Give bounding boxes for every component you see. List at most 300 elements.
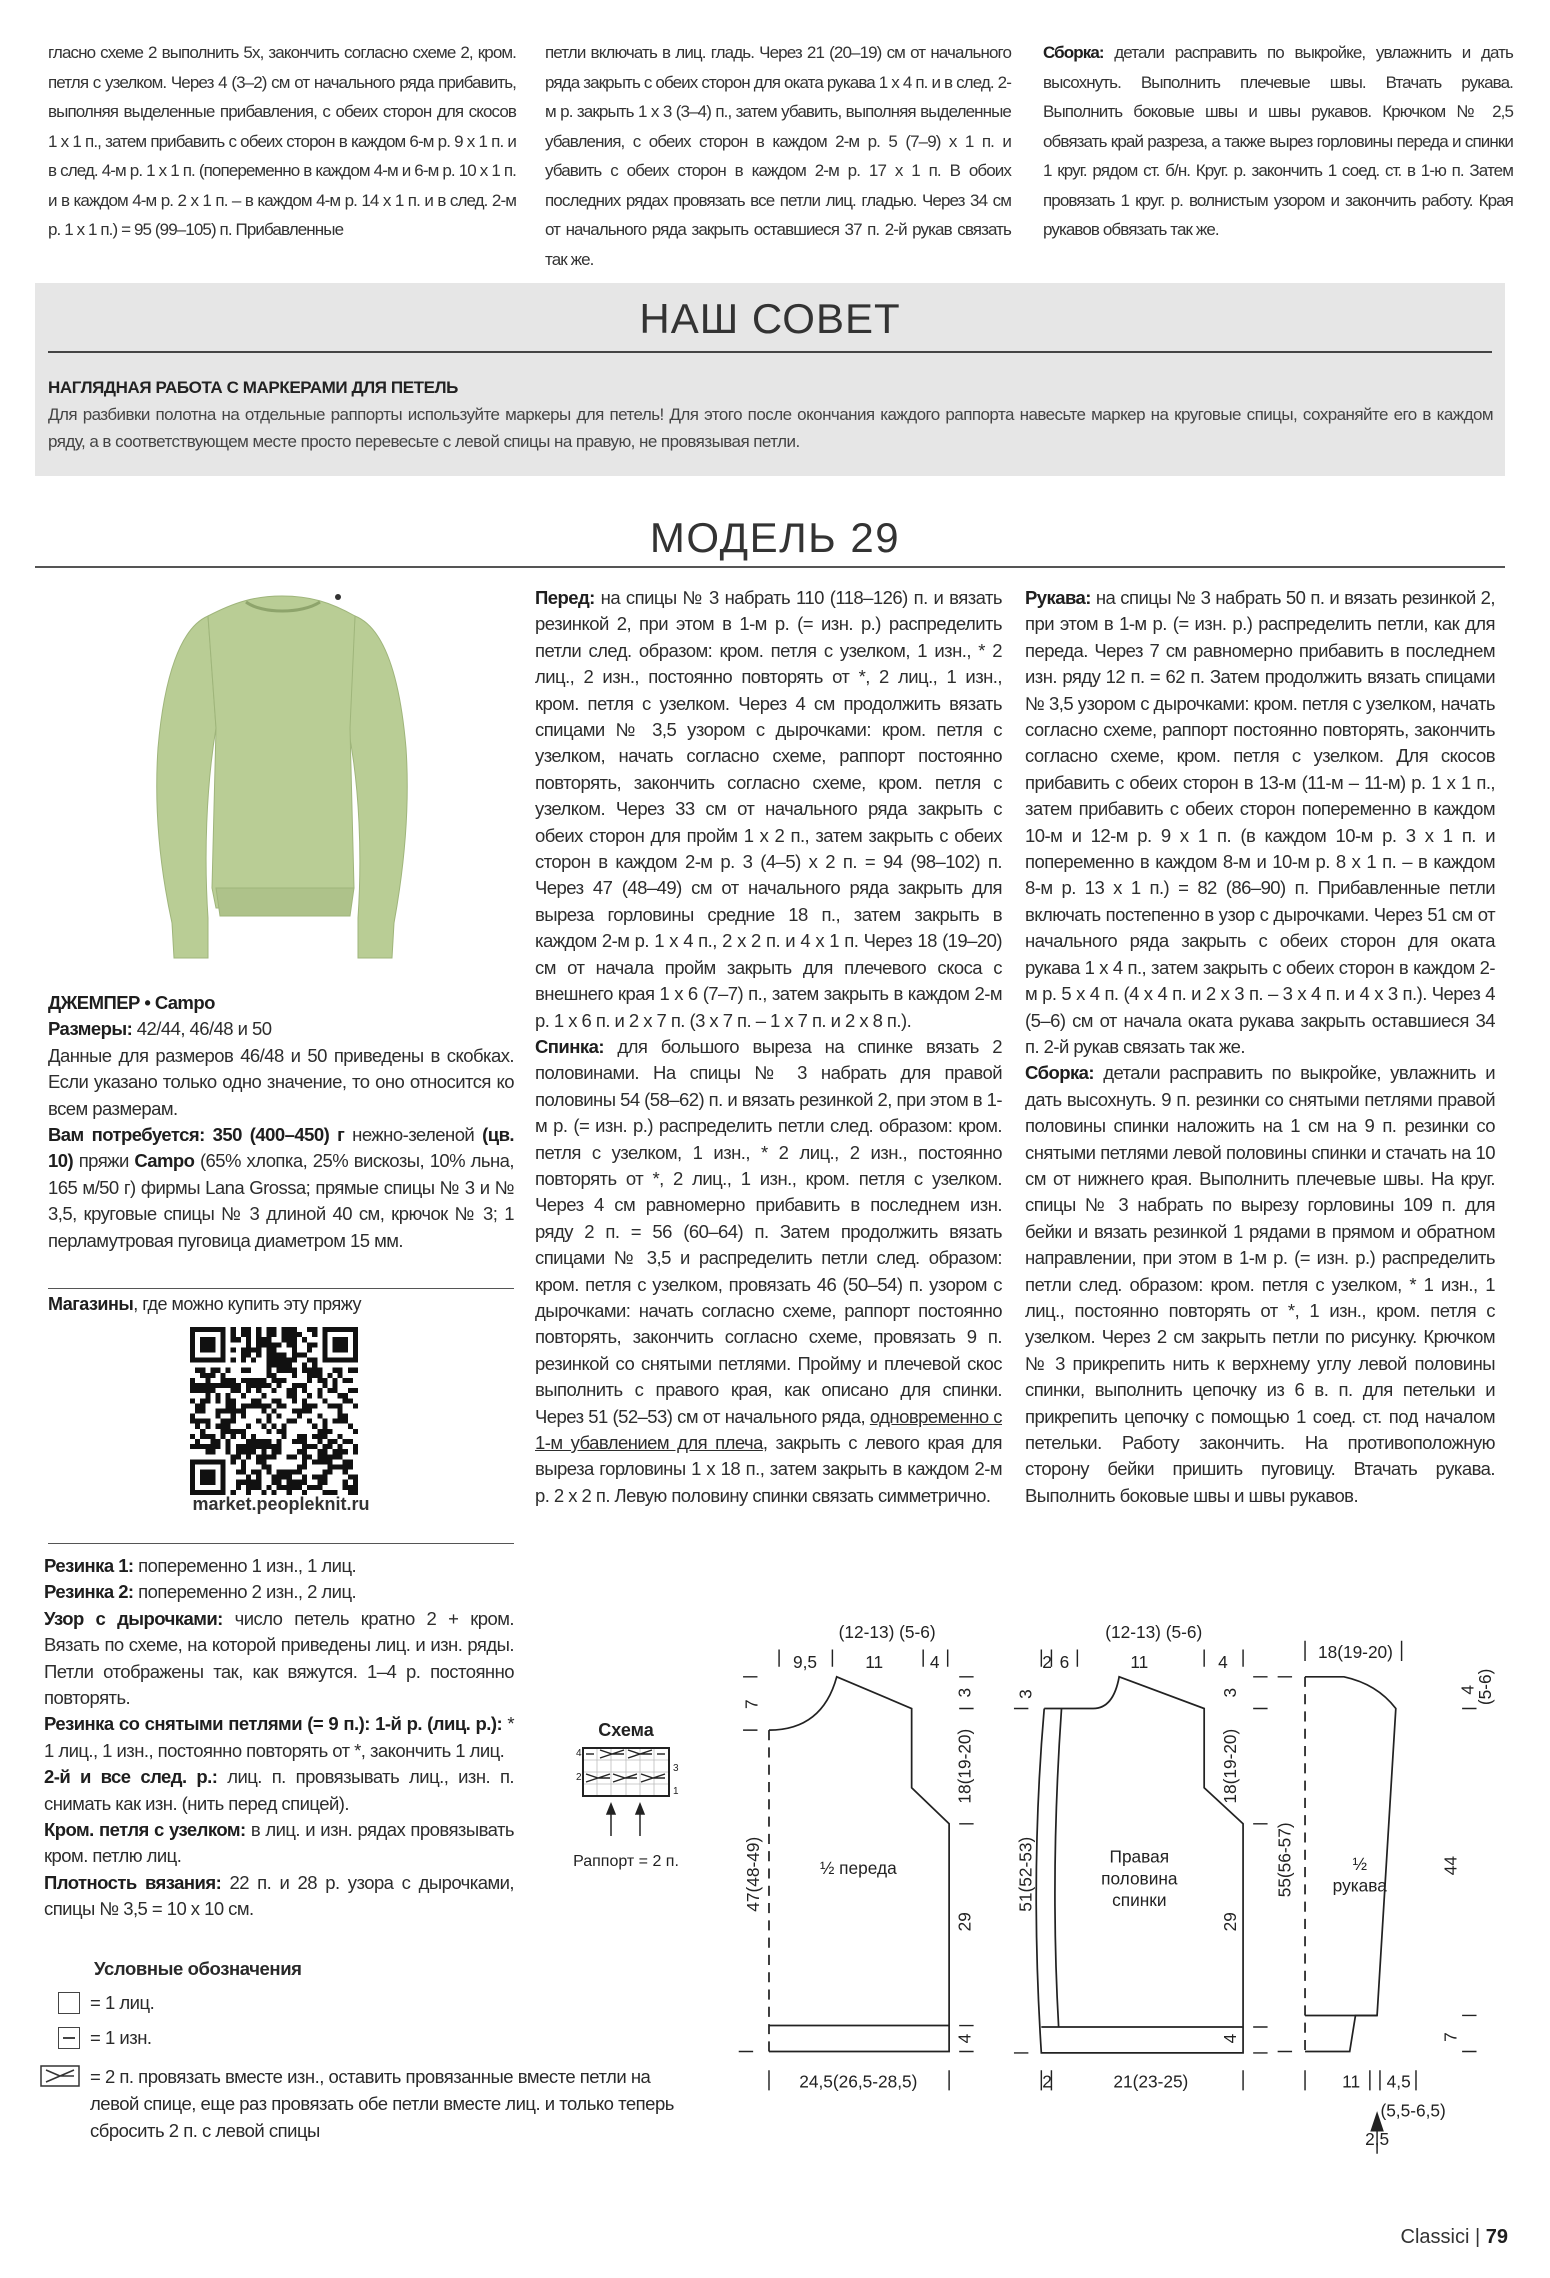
dim-label: 55(56-57): [1274, 1822, 1295, 1898]
qr-module: [226, 1403, 231, 1408]
qr-module: [302, 1368, 307, 1373]
qr-module: [215, 1383, 220, 1388]
qr-module: [200, 1408, 205, 1413]
pattern-text: число петель кратно 2 + кром. Вязать по схеме, на которой приведены лиц. и изн. ряды. Петли отображены так, как вяжутся. 1–4 р. постоянно повторять.: [44, 1607, 514, 1709]
sizes-note: Данные для размеров 46/48 и 50 приведены в скобках. Если указано только одно значение, то оно относится ко всем размерам.: [48, 1044, 514, 1119]
qr-module: [353, 1475, 358, 1480]
qr-module: [256, 1342, 261, 1347]
qr-module: [231, 1347, 236, 1352]
qr-module: [190, 1470, 195, 1475]
repeat-arrows: [607, 1804, 644, 1836]
qr-module: [307, 1485, 312, 1490]
qr-module: [353, 1368, 358, 1373]
qr-module: [348, 1459, 353, 1464]
qr-module: [190, 1383, 195, 1388]
qr-module: [317, 1485, 322, 1490]
qr-module: [287, 1470, 292, 1475]
qr-module: [343, 1439, 348, 1444]
qr-module: [353, 1358, 358, 1363]
qr-module: [205, 1393, 210, 1398]
yarn-name: Campo: [134, 1150, 195, 1172]
qr-module: [190, 1419, 195, 1424]
qr-module: [256, 1403, 261, 1408]
sweater-button: [335, 594, 341, 600]
qr-module: [266, 1332, 271, 1337]
qr-module: [246, 1424, 251, 1429]
dim-label: 4: [1457, 1684, 1478, 1695]
qr-module: [205, 1470, 210, 1475]
qr-module: [333, 1449, 338, 1454]
qr-module: [205, 1342, 210, 1347]
dim-label: 3: [1015, 1689, 1036, 1699]
qr-module: [205, 1459, 210, 1464]
model-info: [48, 990, 514, 1254]
qr-module: [302, 1464, 307, 1469]
qr-module: [205, 1327, 210, 1332]
qr-module: [312, 1485, 317, 1490]
section-text: на спицы № 3 набрать 110 (118–126) п. и вязать резинкой 2, при этом в 1-м р. (= изн. р.) распределить петли след. образом: кром. петля с узелком, 1 изн., * 2 лиц., 2 изн., постоянно повторять от *, 2 лиц., 1 изн., кром. петля с узелком. Через 4 см продолжить вязать спицами № 3,5 узором с дырочками: кром. петля с узелком, начать согласно схеме, раппорт постоянно повторять, закончить согласно схеме, кром. петля с узелком. Через 33 см от начального ряда закрыть с обеих сторон для пройм 1 х 2 п., затем закрыть с обеих сторон в каждом 2-м р. 3 (4–5) х 2 п. = 94 (98–102) п. Через 47 (48–49) см от начального ряда закрыть для выреза горловины средние 18 п., затем закрыть в каждом 2-м р. 1 х 4 п., 2 х 2 п. и 4 х 1 п. Через 18 (19–20) см от начала пройм закрыть для плечевого скоса с внешнего края 1 х 6 (7–7) п., затем закрыть в каждом 2-м р. 1 х 6 п. и 2 х 7 п. (3 х 7 п. – 1 х 7 п. и 2 х 8 п.).: [535, 587, 1002, 1031]
divider: [48, 1288, 514, 1289]
qr-module: [210, 1342, 215, 1347]
qr-module: [261, 1383, 266, 1388]
dim-label: 2: [1042, 1652, 1052, 1673]
qr-module: [317, 1454, 322, 1459]
qr-module: [236, 1408, 241, 1413]
qr-module: [241, 1464, 246, 1469]
qr-module: [231, 1434, 236, 1439]
qr-module: [251, 1347, 256, 1352]
qr-module: [231, 1388, 236, 1393]
qr-module: [195, 1424, 200, 1429]
pattern-slip-rib: [44, 1711, 514, 1764]
qr-module: [322, 1449, 327, 1454]
qr-module: [287, 1393, 292, 1398]
qr-module: [200, 1470, 205, 1475]
qr-module: [282, 1470, 287, 1475]
qr-module: [338, 1327, 343, 1332]
qr-module: [256, 1383, 261, 1388]
qr-module: [302, 1363, 307, 1368]
shops-text: , где можно купить эту пряжу: [133, 1294, 361, 1314]
qr-module: [200, 1383, 205, 1388]
qr-module: [236, 1337, 241, 1342]
qr-module: [287, 1419, 292, 1424]
qr-module: [246, 1342, 251, 1347]
qr-module: [241, 1480, 246, 1485]
qr-module: [312, 1332, 317, 1337]
qr-module: [343, 1342, 348, 1347]
purl-square-icon: [58, 2027, 80, 2049]
piece-label: ½ переда: [819, 1858, 897, 1879]
qr-module: [297, 1470, 302, 1475]
qr-module: [322, 1480, 327, 1485]
pattern-gauge: [44, 1870, 514, 1923]
sweater-hem: [216, 888, 354, 916]
qr-module: [312, 1327, 317, 1332]
qr-module: [317, 1388, 322, 1393]
qr-module: [327, 1358, 332, 1363]
qr-module: [210, 1444, 215, 1449]
materials-text: нежно-зеленой: [344, 1124, 483, 1146]
assembly-section: [1025, 1060, 1495, 1509]
qr-module: [261, 1449, 266, 1454]
qr-module: [200, 1459, 205, 1464]
qr-module: [256, 1470, 261, 1475]
qr-module: [221, 1342, 226, 1347]
qr-module: [190, 1464, 195, 1469]
section-label: Рукава:: [1025, 587, 1091, 608]
qr-module: [241, 1393, 246, 1398]
qr-module: [236, 1444, 241, 1449]
qr-module: [221, 1434, 226, 1439]
qr-module: [297, 1449, 302, 1454]
qr-module: [317, 1378, 322, 1383]
qr-module: [221, 1459, 226, 1464]
qr-module: [215, 1368, 220, 1373]
pattern-edge-stitch: [44, 1817, 514, 1870]
qr-module: [271, 1444, 276, 1449]
qr-module: [277, 1403, 282, 1408]
qr-module: [353, 1347, 358, 1352]
section-text: для большого выреза на спинке вязать 2 половинами. На спицы № 3 набрать для правой половины 54 (58–62) п. и вязать резинкой 2, при этом в 1-м р. (= изн. р.) распределить петли след. образом: кром. петля с узелком, 1 изн., * 2 лиц., 2 изн., постоянно повторять от *, 2 лиц., 1 изн., кром. петля с узелком. Через 4 см равномерно прибавить в последнем изн. ряду 2 п. = 56 (60–64) п. Затем продолжить вязать спицами № 3,5 и распределить петли след. образом: кром. петля с узелком, провязать 46 (50–54) п. узором с дырочками: начать согласно схеме, раппорт постоянно повторять, закончить согласно схеме, провязать 9 п. резинкой со снятыми петлями. Пройму и плечевой скос выполнить с правого края, как описано для спинки. Через 51 (52–53) см от начального ряда,: [535, 1035, 1002, 1427]
materials-text: (65% хлопка, 25% вискозы, 10% льна, 165 м/50 г) фирмы Lana Grossa; прямые спицы № 3 и № 3,5, круговые спицы № 3 длиной 40 см, крючок № 3; 1 перламутровая пуговица диаметром 15 мм.: [48, 1150, 514, 1251]
qr-module: [241, 1459, 246, 1464]
qr-module: [241, 1414, 246, 1419]
qr-module: [327, 1388, 332, 1393]
qr-module: [215, 1444, 220, 1449]
qr-module: [221, 1464, 226, 1469]
qr-module: [322, 1337, 327, 1342]
qr-module: [190, 1352, 195, 1357]
qr-module: [210, 1337, 215, 1342]
qr-module: [200, 1398, 205, 1403]
qr-module: [271, 1408, 276, 1413]
qr-module: [256, 1378, 261, 1383]
qr-module: [277, 1480, 282, 1485]
dim-label: 11: [865, 1652, 884, 1673]
qr-module: [271, 1378, 276, 1383]
qr-module: [190, 1337, 195, 1342]
stitch-patterns: [44, 1553, 514, 1923]
qr-module: [307, 1408, 312, 1413]
pattern-schematic: [720, 1600, 1550, 2160]
qr-module: [256, 1459, 261, 1464]
qr-module: [277, 1475, 282, 1480]
qr-module: [353, 1403, 358, 1408]
pattern-rib-1: [44, 1553, 514, 1579]
qr-module: [312, 1459, 317, 1464]
qr-module: [226, 1383, 231, 1388]
qr-module: [307, 1368, 312, 1373]
qr-module: [236, 1429, 241, 1434]
tip-body: Для разбивки полотна на отдельные раппорты используйте маркеры для петель! Для этого после окончания каждого раппорта навесьте маркер на круговые спицы, сохраняйте его в каждом ряду, а в соответствующем месте просто перевесьте с левой спицы на правую, не провязывая петли.: [48, 405, 1493, 451]
qr-module: [343, 1459, 348, 1464]
dim-label: 4: [929, 1652, 940, 1673]
qr-module: [256, 1454, 261, 1459]
qr-module: [302, 1398, 307, 1403]
qr-module: [343, 1414, 348, 1419]
qr-module: [251, 1480, 256, 1485]
qr-module: [287, 1358, 292, 1363]
qr-module: [231, 1414, 236, 1419]
shop-url-link[interactable]: market.peopleknit.ru: [192, 1494, 370, 1514]
chart-grid: [583, 1748, 669, 1796]
qr-module: [226, 1429, 231, 1434]
qr-module: [266, 1337, 271, 1342]
tip-divider: [48, 351, 1492, 353]
qr-module: [241, 1470, 246, 1475]
qr-module: [292, 1368, 297, 1373]
qr-module: [353, 1327, 358, 1332]
qr-module: [261, 1337, 266, 1342]
qr-module: [271, 1358, 276, 1363]
qr-module: [322, 1459, 327, 1464]
row-label: 1: [673, 1786, 679, 1797]
qr-module: [277, 1342, 282, 1347]
qr-module: [231, 1332, 236, 1337]
qr-module: [307, 1347, 312, 1352]
qr-module: [246, 1388, 251, 1393]
qr-module: [190, 1444, 195, 1449]
qr-module: [338, 1454, 343, 1459]
qr-module: [277, 1485, 282, 1490]
qr-module: [302, 1444, 307, 1449]
qr-module: [200, 1388, 205, 1393]
qr-module: [333, 1403, 338, 1408]
qr-module: [292, 1480, 297, 1485]
magazine-name: Classici: [1400, 2226, 1470, 2248]
qr-module: [226, 1424, 231, 1429]
qr-module: [292, 1358, 297, 1363]
dim-label: 7: [1440, 2032, 1461, 2042]
qr-module: [327, 1373, 332, 1378]
qr-module: [282, 1332, 287, 1337]
qr-module: [348, 1485, 353, 1490]
qr-module: [195, 1358, 200, 1363]
pattern-text: лиц. п. провязывать лиц., изн. п. снимать как изн. (нить перед спицей).: [44, 1766, 514, 1814]
qr-module: [333, 1388, 338, 1393]
piece-label: половина: [1101, 1868, 1178, 1889]
qr-module: [251, 1403, 256, 1408]
dim-label: 2: [1042, 2071, 1052, 2092]
qr-module: [221, 1378, 226, 1383]
sizes-label: Размеры:: [48, 1018, 133, 1040]
pattern-label: Резинка 1:: [44, 1555, 134, 1576]
qr-module: [215, 1393, 220, 1398]
qr-module: [221, 1332, 226, 1337]
legend-item-purl: [58, 2027, 152, 2049]
qr-module: [246, 1480, 251, 1485]
qr-module: [297, 1485, 302, 1490]
qr-module: [348, 1424, 353, 1429]
qr-module: [221, 1352, 226, 1357]
qr-module: [246, 1337, 251, 1342]
dim-label: 2,5: [1365, 2129, 1390, 2150]
qr-module: [221, 1470, 226, 1475]
qr-module: [343, 1337, 348, 1342]
qr-module: [190, 1414, 195, 1419]
qr-module: [241, 1368, 246, 1373]
legend-text: = 1 изн.: [90, 2027, 152, 2048]
qr-module: [241, 1332, 246, 1337]
qr-module: [343, 1419, 348, 1424]
piece-label: рукава: [1332, 1875, 1387, 1896]
qr-module: [256, 1475, 261, 1480]
pattern-text: 22 п. и 28 р. узора с дырочками, спицы № 3,5 = 10 х 10 см.: [44, 1871, 514, 1920]
qr-module: [266, 1368, 271, 1373]
color-number: (цв. 10): [48, 1124, 514, 1172]
qr-module: [287, 1388, 292, 1393]
qr-module: [353, 1332, 358, 1337]
qr-module: [333, 1378, 338, 1383]
qr-module: [302, 1388, 307, 1393]
model-title: МОДЕЛЬ 29: [649, 514, 901, 561]
qr-module: [333, 1383, 338, 1388]
qr-module: [327, 1327, 332, 1332]
qr-module: [282, 1403, 287, 1408]
qr-module: [226, 1449, 231, 1454]
pattern-label: Резинка со снятыми петлями (= 9 п.): 1-й р. (лиц. р.):: [44, 1713, 503, 1735]
qr-module: [282, 1337, 287, 1342]
qr-module: [271, 1332, 276, 1337]
qr-module: [297, 1480, 302, 1485]
qr-module: [251, 1449, 256, 1454]
qr-module: [231, 1408, 236, 1413]
qr-module: [292, 1393, 297, 1398]
qr-module: [338, 1414, 343, 1419]
tip-title: НАШ СОВЕТ: [639, 295, 901, 342]
pattern-label: Узор с дырочками:: [44, 1607, 223, 1629]
pattern-text: в лиц. и изн. рядах провязывать кром. петлю лиц.: [44, 1819, 515, 1867]
qr-module: [317, 1414, 322, 1419]
qr-module: [348, 1398, 353, 1403]
qr-module: [221, 1429, 226, 1434]
qr-module: [327, 1470, 332, 1475]
qr-code[interactable]: [190, 1327, 358, 1495]
qr-module: [271, 1454, 276, 1459]
qr-module: [200, 1475, 205, 1480]
qr-module: [221, 1419, 226, 1424]
qr-module: [205, 1337, 210, 1342]
qr-module: [195, 1419, 200, 1424]
qr-module: [261, 1403, 266, 1408]
model-divider: [35, 566, 1505, 568]
assembly-label: Сборка:: [1043, 43, 1104, 62]
qr-module: [312, 1373, 317, 1378]
qr-module: [292, 1388, 297, 1393]
qr-module: [322, 1378, 327, 1383]
qr-module: [266, 1444, 271, 1449]
qr-module: [297, 1383, 302, 1388]
qr-module: [205, 1378, 210, 1383]
qr-module: [266, 1485, 271, 1490]
qr-module: [266, 1327, 271, 1332]
qr-module: [271, 1327, 276, 1332]
qr-module: [312, 1363, 317, 1368]
qr-module: [343, 1378, 348, 1383]
qr-module: [210, 1475, 215, 1480]
qr-module: [343, 1347, 348, 1352]
section-text: детали расправить по выкройке, увлажнить и дать высохнуть. 9 п. резинки со снятыми петлями правой половины спинки наложить на 1 см на 9 п. резинки со снятыми петлями левой половины спинки и стачать на 10 см от нижнего края. Выполнить плечевые швы. На круг. спицы № 3 набрать по вырезу горловины 109 п. для бейки и вязать резинкой 1 рядами в прямом и обратном направлении, при этом в 1-м р. (= изн. р.) распределить петли след. образом: кром. петля с узелком, * 1 изн., 1 лиц., постоянно повторять от *, 1 изн., кром. петля с узелком. Через 2 см закрыть петли по рисунку. Крючком № 3 прикрепить нить к верхнему углу левой половины спинки, выполнить цепочку из 6 в. п. для петельки и прикрепить цепочку с помощью 1 соед. ст. под началом петельки. Работу закончить. На противоположную сторону бейки пришить пуговицу. Втачать рукава. Выполнить боковые швы и швы рукавов.: [1025, 1062, 1495, 1506]
qr-module: [353, 1444, 358, 1449]
qr-module: [322, 1342, 327, 1347]
qr-module: [271, 1480, 276, 1485]
qr-module: [292, 1408, 297, 1413]
qr-module: [327, 1459, 332, 1464]
repeat-label: Раппорт = 2 п.: [573, 1853, 679, 1870]
qr-module: [322, 1352, 327, 1357]
qr-module: [343, 1398, 348, 1403]
qr-module: [195, 1383, 200, 1388]
dim-label: (12-13) (5-6): [1105, 1621, 1203, 1642]
qr-module: [195, 1408, 200, 1413]
qr-module: [256, 1352, 261, 1357]
qr-module: [287, 1454, 292, 1459]
qr-module: [277, 1449, 282, 1454]
qr-module: [322, 1327, 327, 1332]
tip-box: [35, 283, 1505, 476]
dim-label: 4,5: [1386, 2071, 1411, 2092]
qr-module: [210, 1434, 215, 1439]
qr-module: [215, 1398, 220, 1403]
qr-module: [241, 1429, 246, 1434]
qr-module: [302, 1459, 307, 1464]
qr-module: [221, 1358, 226, 1363]
qr-module: [302, 1480, 307, 1485]
qr-module: [307, 1403, 312, 1408]
dim-label: 6: [1059, 1652, 1070, 1673]
legend-text: = 1 лиц.: [90, 1992, 155, 2013]
qr-module: [338, 1419, 343, 1424]
qr-module: [190, 1342, 195, 1347]
qr-module: [246, 1454, 251, 1459]
qr-module: [302, 1408, 307, 1413]
qr-module: [302, 1449, 307, 1454]
qr-module: [333, 1327, 338, 1332]
qr-module: [297, 1439, 302, 1444]
qr-module: [266, 1429, 271, 1434]
qr-module: [256, 1327, 261, 1332]
underlined-text: одновременно с 1-м убавлением для плеча: [535, 1405, 1002, 1453]
qr-module: [266, 1347, 271, 1352]
dim-label: 11: [1342, 2071, 1361, 2092]
qr-module: [302, 1454, 307, 1459]
qr-module: [297, 1434, 302, 1439]
section-label: Спинка:: [535, 1035, 604, 1057]
continued-assembly: [1043, 38, 1513, 245]
qr-module: [236, 1388, 241, 1393]
qr-module: [221, 1408, 226, 1413]
qr-module: [210, 1368, 215, 1373]
qr-module: [287, 1475, 292, 1480]
piece-label: Правая: [1109, 1846, 1170, 1867]
qr-module: [292, 1419, 297, 1424]
qr-module: [353, 1352, 358, 1357]
qr-module: [322, 1419, 327, 1424]
qr-module: [333, 1358, 338, 1363]
qr-module: [282, 1352, 287, 1357]
pattern-text: попеременно 1 изн., 1 лиц.: [133, 1555, 357, 1576]
qr-module: [266, 1373, 271, 1378]
qr-module: [292, 1327, 297, 1332]
sizes-value: 42/44, 46/48 и 50: [132, 1018, 272, 1040]
qr-module: [287, 1337, 292, 1342]
qr-module: [256, 1480, 261, 1485]
qr-module: [327, 1429, 332, 1434]
dim-label: (5-6): [1474, 1668, 1495, 1706]
qr-module: [261, 1459, 266, 1464]
qr-module: [256, 1444, 261, 1449]
